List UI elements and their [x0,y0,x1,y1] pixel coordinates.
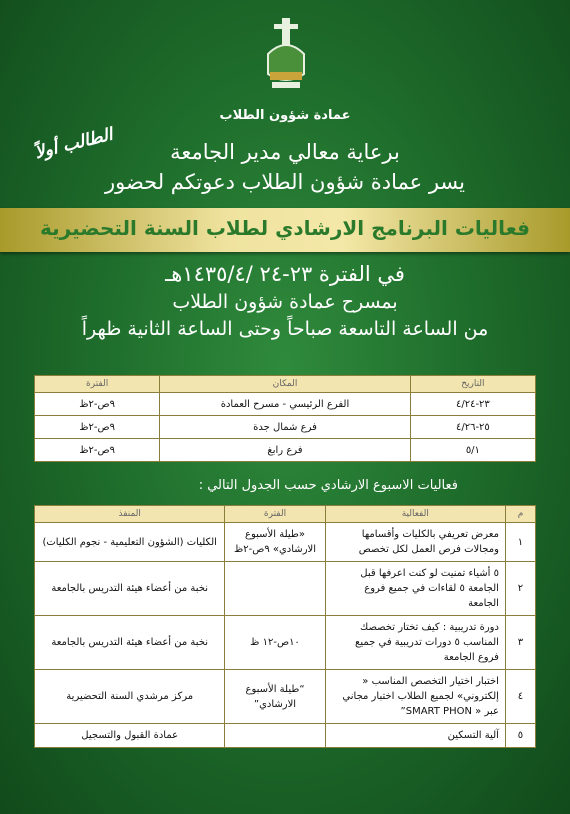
cell-exec: الكليات (الشؤون التعليمية - نجوم الكليات) [35,523,225,562]
table-row [35,616,536,670]
cell-time: “طيلة الأسبوع الارشادي” [225,670,325,724]
table-row [35,393,536,416]
cell-date: ٢٣-٤/٢٤ [410,393,535,416]
time-line: من الساعة التاسعة صباحاً وحتى الساعة الثانية ظهراً [81,318,489,340]
office-name: عمادة شؤون الطلاب [219,108,351,123]
table-row [35,670,536,724]
cell-time: ١٠ص-١٢ ظ [225,616,325,670]
header-place: المكان [160,376,411,393]
cell-time [225,562,325,616]
cell-time: ٩ص-٢ظ [35,416,160,439]
motto: الطالب أولاً [32,124,115,164]
venue-line: بمسرح عمادة شؤون الطلاب [172,291,398,313]
university-logo [260,14,312,102]
cell-time: ٩ص-٢ظ [35,393,160,416]
cell-date: ٥/١ [410,439,535,462]
table-row [35,439,536,462]
cell-activity: دورة تدريبية : كيف تختار تخصصك المناسب ٥ دورات تدريبية في جميع فروع الجامعة [325,616,505,670]
cell-num: ٥ [505,724,535,748]
week-activities-title: فعاليات الاسبوع الارشادي حسب الجدول التالي : [198,478,458,493]
header-date: التاريخ [410,376,535,393]
cell-place: فرع شمال جدة [160,416,411,439]
table-header-row [35,376,536,393]
cell-activity: اختبار اختيار التخصص المناسب « إلكتروني» لجميع الطلاب اختبار مجاني عبر « SMART PHON” [325,670,505,724]
cell-exec: مركز مرشدي السنة التحضيرية [35,670,225,724]
header-exec: المنفذ [35,506,225,523]
table-row [35,523,536,562]
cell-num: ١ [505,523,535,562]
cell-exec: عمادة القبول والتسجيل [35,724,225,748]
cell-activity: آلية التسكين [325,724,505,748]
patronage-line: برعاية معالي مدير الجامعة [170,140,400,164]
schedule-table [34,375,536,462]
header-time: الفترة [35,376,160,393]
table-row [35,724,536,748]
cell-num: ٤ [505,670,535,724]
cell-place: الفرع الرئيسي - مسرح العمادة [160,393,411,416]
period-line: في الفترة ٢٣-٢٤ /١٤٣٥/٤هـ [165,262,405,286]
cell-num: ٣ [505,616,535,670]
cell-exec: نخبة من أعضاء هيئة التدريس بالجامعة [35,562,225,616]
table-row [35,562,536,616]
activities-table [34,505,536,748]
table-header-row [35,506,536,523]
cell-place: فرع رابغ [160,439,411,462]
cell-time: ٩ص-٢ظ [35,439,160,462]
cell-exec: نخبة من أعضاء هيئة التدريس بالجامعة [35,616,225,670]
header-num: م [505,506,535,523]
program-title: فعاليات البرنامج الارشادي لطلاب السنة التحضيرية [40,216,530,240]
table-row [35,416,536,439]
cell-activity: معرض تعريفي بالكليات وأقسامها ومجالات فرص العمل لكل تخصص [325,523,505,562]
cell-time: «طيلة الأسبوع الارشادي» ٩ص-٢ظ [225,523,325,562]
cell-activity: ٥ أشياء تمنيت لو كنت اعرفها قبل الجامعة ٥ لقاءات في جميع فروع الجامعة [325,562,505,616]
header-time: الفترة [225,506,325,523]
cell-date: ٢٥-٤/٢٦ [410,416,535,439]
header-activity: الفعالية [325,506,505,523]
cell-time [225,724,325,748]
invitation-line: يسر عمادة شؤون الطلاب دعوتكم لحضور [104,170,466,194]
cell-num: ٢ [505,562,535,616]
